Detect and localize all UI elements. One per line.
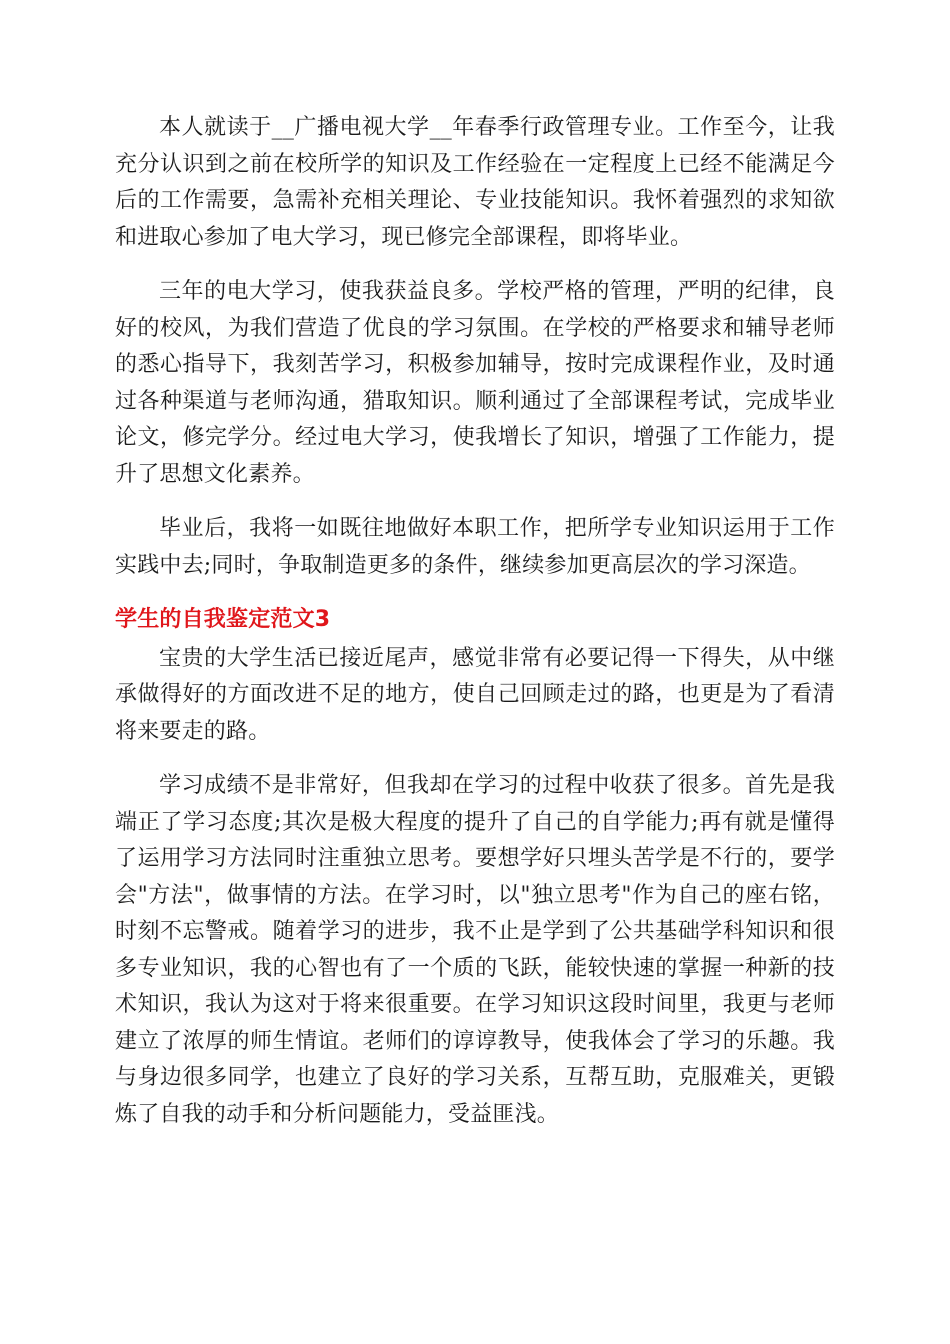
paragraph-after-graduation: 毕业后，我将一如既往地做好本职工作，把所学专业知识运用于工作实践中去;同时，争取制造更多的条件，继续参加更高层次的学习深造。 <box>115 516 835 578</box>
paragraph-study-experience: 三年的电大学习，使我获益良多。学校严格的管理，严明的纪律，良好的校风，为我们营造了优良的学习氛围。在学校的严格要求和辅导老师的悉心指导下，我刻苦学习，积极参加辅导，按时完成课程作业，及时通过各种渠道与老师沟通，猎取知识。顺利通过了全部课程考试，完成毕业论文，修完学分。经过电大学习，使我增长了知识，增强了工作能力，提升了思想文化素养。 <box>115 279 835 487</box>
document-body <box>115 110 835 1151</box>
paragraph-enrollment: 本人就读于__广播电视大学__年春季行政管理专业。工作至今，让我充分认识到之前在校所学的知识及工作经验在一定程度上已经不能满足今后的工作需要，急需补充相关理论、专业技能知识。我怀着强烈的求知欲和进取心参加了电大学习，现已修完全部课程，即将毕业。 <box>115 115 835 250</box>
paragraph-college-life: 宝贵的大学生活已接近尾声，感觉非常有必要记得一下得失，从中继承做得好的方面改进不足的地方，使自己回顾走过的路，也更是为了看清将来要走的路。 <box>115 645 835 744</box>
paragraph-study-gains: 学习成绩不是非常好，但我却在学习的过程中收获了很多。首先是我端正了学习态度;其次是极大程度的提升了自己的自学能力;再有就是懂得了运用学习方法同时注重独立思考。要想学好只埋头苦学是不行的，要学会"方法"，做事情的方法。在学习时，以"独立思考"作为自己的座右铭，时刻不忘警戒。随着学习的进步，我不止是学到了公共基础学科知识和很多专业知识，我的心智也有了一个质的飞跃，能较快速的掌握一种新的技术知识，我认为这对于将来很重要。在学习知识这段时间里，我更与老师建立了浓厚的师生情谊。老师们的谆谆教导，使我体会了学习的乐趣。我与身边很多同学，也建立了良好的学习关系，互帮互助，克服难关，更锻炼了自我的动手和分析问题能力，受益匪浅。 <box>115 773 835 1127</box>
section-heading: 学生的自我鉴定范文3 <box>115 607 331 632</box>
